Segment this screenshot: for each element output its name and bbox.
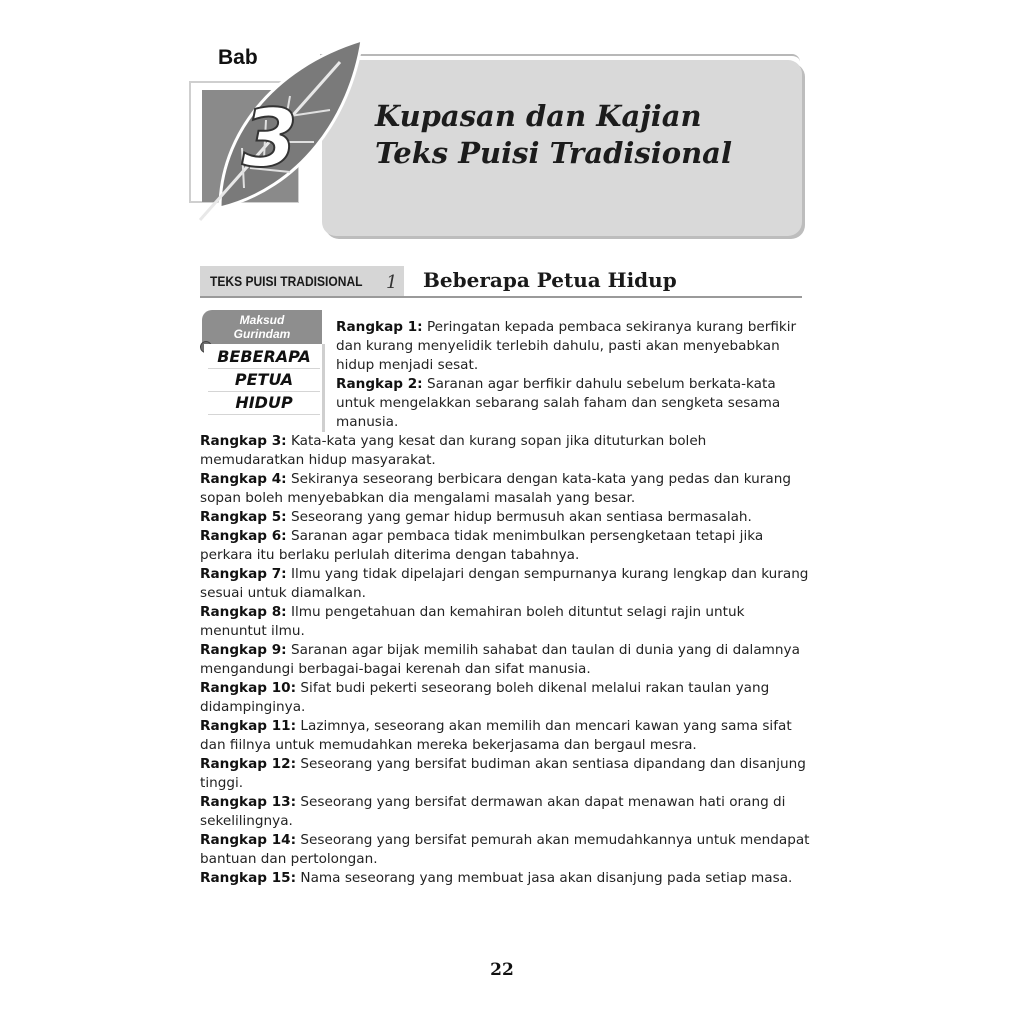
stanza-label: Rangkap 13:: [200, 794, 297, 810]
stanza-paragraph: [200, 432, 810, 470]
stanza-text: Sekiranya seseorang berbicara dengan kata-kata yang pedas dan kurang sopan boleh menyebabkan dia mengalami masalah yang besar.: [200, 471, 791, 506]
stanza-text: Seseorang yang bersifat dermawan akan dapat menawan hati orang di sekelilingnya.: [200, 794, 786, 829]
maksud-tab-line2: Gurindam: [233, 327, 291, 341]
stanza-text: Peringatan kepada pembaca sekiranya kurang berfikir dan kurang menyelidik terlebih dahulu, pasti akan menyebabkan hidup menjadi sesat.: [336, 319, 797, 373]
stanza-label: Rangkap 14:: [200, 832, 297, 848]
maksud-line: BEBERAPA: [208, 346, 320, 369]
stanza-text: Lazimnya, seseorang akan memilih dan mencari kawan yang sama sifat dan fiilnya untuk memudahkan mereka bekerjasama dan bergaul mesra.: [200, 718, 792, 753]
stanza-paragraph: [200, 793, 810, 831]
stanza-label: Rangkap 1:: [336, 319, 423, 335]
chapter-label: Bab: [218, 46, 258, 69]
leaf-icon: [180, 38, 370, 228]
stanza-paragraph: [200, 375, 810, 432]
stanza-paragraph: [200, 641, 810, 679]
stanza-label: Rangkap 11:: [200, 718, 297, 734]
stanza-label: Rangkap 7:: [200, 566, 287, 582]
stanza-text: Seseorang yang bersifat budiman akan sentiasa dipandang dan disanjung tinggi.: [200, 756, 806, 791]
stanza-text: Kata-kata yang kesat dan kurang sopan jika dituturkan boleh memudaratkan hidup masyarakat.: [200, 433, 707, 468]
stanza-text: Saranan agar berfikir dahulu sebelum berkata-kata untuk mengelakkan sebarang salah faham dan sengketa sesama manusia.: [336, 376, 781, 430]
stanza-text: Seseorang yang bersifat pemurah akan memudahkannya untuk mendapat bantuan dan pertolongan.: [200, 832, 810, 867]
chapter-title-line2: Teks Puisi Tradisional: [375, 136, 732, 170]
stanza-label: Rangkap 5:: [200, 509, 287, 525]
stanza-text: Nama seseorang yang membuat jasa akan disanjung pada setiap masa.: [300, 870, 793, 886]
chapter-title-line1: Kupasan dan Kajian: [375, 99, 702, 133]
section-number: 1: [386, 272, 398, 293]
stanza-label: Rangkap 4:: [200, 471, 287, 487]
section-tag-label: TEKS PUISI TRADISIONAL: [210, 273, 363, 289]
stanza-paragraph: [200, 679, 810, 717]
stanza-paragraph: [200, 508, 810, 527]
stanza-label: Rangkap 8:: [200, 604, 287, 620]
stanza-text: Seseorang yang gemar hidup bermusuh akan sentiasa bermasalah.: [290, 509, 752, 525]
stanza-paragraph: [200, 755, 810, 793]
section-tag: [200, 266, 404, 296]
stanza-paragraph: [200, 603, 810, 641]
stanza-label: Rangkap 2:: [336, 376, 423, 392]
stanza-label: Rangkap 6:: [200, 528, 287, 544]
chapter-title: [375, 98, 795, 172]
stanza-paragraph: [200, 565, 810, 603]
maksud-tab-line1: Maksud: [239, 313, 285, 327]
section-title: Beberapa Petua Hidup: [423, 268, 677, 292]
stanza-label: Rangkap 3:: [200, 433, 287, 449]
stanza-explanations: [200, 318, 810, 888]
maksud-line: HIDUP: [208, 392, 320, 415]
stanza-text: Ilmu yang tidak dipelajari dengan sempurnanya kurang lengkap dan kurang sesuai untuk diamalkan.: [200, 566, 809, 601]
stanza-paragraph: [200, 831, 810, 869]
stanza-label: Rangkap 15:: [200, 870, 297, 886]
stanza-paragraph: [200, 717, 810, 755]
stanza-text: Saranan agar bijak memilih sahabat dan taulan di dunia yang di dalamnya mengandungi berbagai-bagai kerenah dan sifat manusia.: [200, 642, 800, 677]
page-number: 22: [490, 960, 514, 980]
stanza-text: Sifat budi pekerti seseorang boleh dikenal melalui rakan taulan yang didampinginya.: [200, 680, 770, 715]
chapter-number: 3: [242, 92, 298, 185]
stanza-text: Saranan agar pembaca tidak menimbulkan persengketaan tetapi jika perkara itu berlaku perlulah diterima dengan tabahnya.: [200, 528, 764, 563]
stanza-paragraph: [200, 527, 810, 565]
stanza-paragraph: [200, 869, 810, 888]
stanza-paragraph: [200, 318, 810, 375]
maksud-line: PETUA: [208, 369, 320, 392]
stanza-text: Ilmu pengetahuan dan kemahiran boleh dituntut selagi rajin untuk menuntut ilmu.: [200, 604, 745, 639]
stanza-label: Rangkap 9:: [200, 642, 287, 658]
stanza-label: Rangkap 12:: [200, 756, 297, 772]
stanza-label: Rangkap 10:: [200, 680, 297, 696]
stanza-paragraph: [200, 470, 810, 508]
